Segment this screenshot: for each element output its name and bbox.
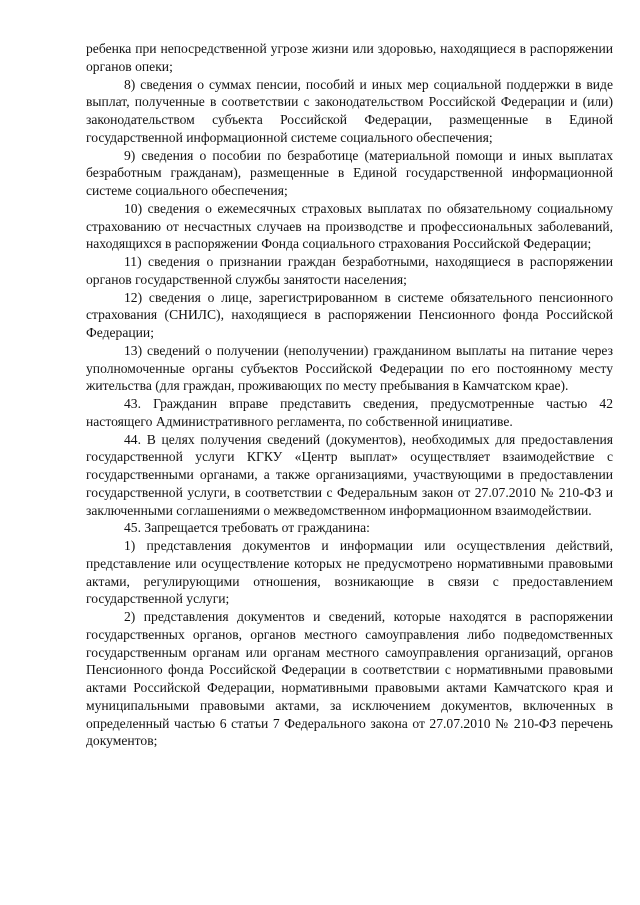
paragraph-section-44: 44. В целях получения сведений (документов), необходимых для предоставления государственной услуги КГКУ «Центр выплат» осуществляет взаимодействие с государственными органами, а также организациями, участвующими в предоставлении государственной услуги, в соответствии с Федеральным закон от 27.07.2010 № 210-ФЗ и заключенными соглашениями о межведомственном информационном взаимодействии.	[86, 431, 613, 518]
paragraph-section-45-item-2: 2) представления документов и сведений, которые находятся в распоряжении государственных органов, органов местного самоуправления либо подведомственных государственным органам или органам местного самоуправления организаций, органов Пенсионного фонда Российской Федерации в соответствии с нормативными правовыми актами Российской Федерации, нормативными правовыми актами Камчатского края и муниципальными правовыми актами, за исключением документов, включенных в определенный частью 6 статьи 7 Федерального закона от 27.07.2010 № 210-ФЗ перечень документов;	[86, 609, 613, 749]
paragraph-item-11: 11) сведения о признании граждан безработными, находящиеся в распоряжении органов государственной службы занятости населения;	[86, 254, 613, 287]
paragraph-item-9: 9) сведения о пособии по безработице (материальной помощи и иных выплатах безработным гражданам), размещенные в Единой государственной информационной системе социального обеспечения;	[86, 147, 613, 198]
paragraph-item-13: 13) сведений о получении (неполучении) гражданином выплаты на питание через уполномоченные органы субъектов Российской Федерации по его постоянному месту жительства (для граждан, проживающих по месту пребывания в Камчатском крае).	[86, 342, 613, 394]
paragraph-continuation: ребенка при непосредственной угрозе жизни или здоровью, находящиеся в распоряжении органов опеки;	[86, 41, 613, 74]
paragraph-item-8: 8) сведения о суммах пенсии, пособий и иных мер социальной поддержки в виде выплат, полученные в соответствии с законодательством Российской Федерации и (или) законодательством субъекта Российской Федерации, размещенные в Единой государственной информационной системе социального обеспечения;	[86, 76, 613, 145]
paragraph-section-45-item-1: 1) представления документов и информации или осуществления действий, представление или осуществление которых не предусмотрено нормативными правовыми актами, регулирующими отношения, возникающие в связи с предоставлением государственной услуги;	[86, 538, 613, 607]
paragraph-item-10: 10) сведения о ежемесячных страховых выплатах по обязательному социальному страхованию от несчастных случаев на производстве и профессиональных заболеваний, находящихся в распоряжении Фонда социального страхования Российской Федерации;	[86, 200, 613, 252]
document-page	[86, 40, 613, 750]
paragraph-section-43: 43. Гражданин вправе представить сведения, предусмотренные частью 42 настоящего Административного регламента, по собственной инициативе.	[86, 396, 613, 429]
paragraph-section-45: 45. Запрещается требовать от гражданина:	[124, 520, 370, 536]
paragraph-item-12: 12) сведения о лице, зарегистрированном в системе обязательного пенсионного страхования (СНИЛС), находящиеся в распоряжении Пенсионного фонда Российской Федерации;	[86, 289, 613, 340]
